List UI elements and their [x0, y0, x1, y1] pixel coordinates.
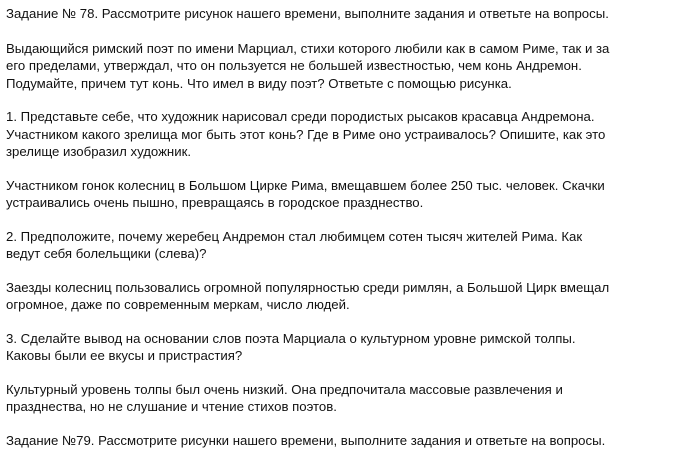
intro-paragraph	[6, 40, 684, 93]
task-79-heading-text: Задание №79. Рассмотрите рисунки нашего времени, выполните задания и ответьте на вопросы.	[6, 432, 606, 448]
question-2-line: 2. Предположите, почему жеребец Андремон стал любимцем сотен тысяч жителей Рима. Как	[6, 228, 583, 244]
task-78-heading	[6, 5, 684, 23]
answer-1-line: устраивались очень пышно, превращаясь в городское празднество.	[6, 195, 424, 210]
answer-3-line: Культурный уровень толпы был очень низкий. Она предпочитала массовые развлечения и	[6, 381, 563, 397]
question-2-line: ведут себя болельщики (слева)?	[6, 246, 207, 261]
question-1-line: 1. Представьте себе, что художник нарисовал среди породистых рысаков красавца Андремона.	[6, 109, 595, 124]
question-1-line: Участником какого зрелища мог быть этот конь? Где в Риме оно устраивалось? Опишите, как это	[6, 126, 606, 142]
question-3-line: 3. Сделайте вывод на основании слов поэта Марциала о культурном уровне римской толпы.	[6, 330, 576, 346]
question-2	[6, 228, 684, 263]
document-page	[6, 5, 684, 465]
answer-3	[6, 381, 684, 416]
answer-1-line: Участником гонок колесниц в Большом Цирке Рима, вмещавшем более 250 тыс. человек. Скачки	[6, 177, 605, 193]
answer-3-line: празднества, но не слушание и чтение стихов поэтов.	[6, 399, 337, 414]
answer-2-line: огромное, даже по современным меркам, число людей.	[6, 297, 350, 312]
intro-line: Выдающийся римский поэт по имени Марциал, стихи которого любили как в самом Риме, так и за	[6, 40, 610, 56]
question-1-line: зрелище изобразил художник.	[6, 144, 192, 159]
question-3	[6, 330, 684, 365]
task-79-heading	[6, 432, 684, 450]
question-1	[6, 108, 684, 161]
intro-line: Подумайте, причем тут конь. Что имел в виду поэт? Ответьте с помощью рисунка.	[6, 75, 512, 91]
answer-2	[6, 279, 684, 314]
answer-1	[6, 177, 684, 212]
answer-2-line: Заезды колесниц пользовались огромной популярностью среди римлян, а Большой Цирк вмещал	[6, 279, 610, 295]
question-3-line: Каковы были ее вкусы и пристрастия?	[6, 348, 243, 363]
intro-line: его пределами, утверждал, что он пользуется не большей известностью, чем конь Андремон.	[6, 58, 582, 73]
task-78-heading-text: Задание № 78. Рассмотрите рисунок нашего времени, выполните задания и ответьте на вопросы.	[6, 6, 609, 21]
